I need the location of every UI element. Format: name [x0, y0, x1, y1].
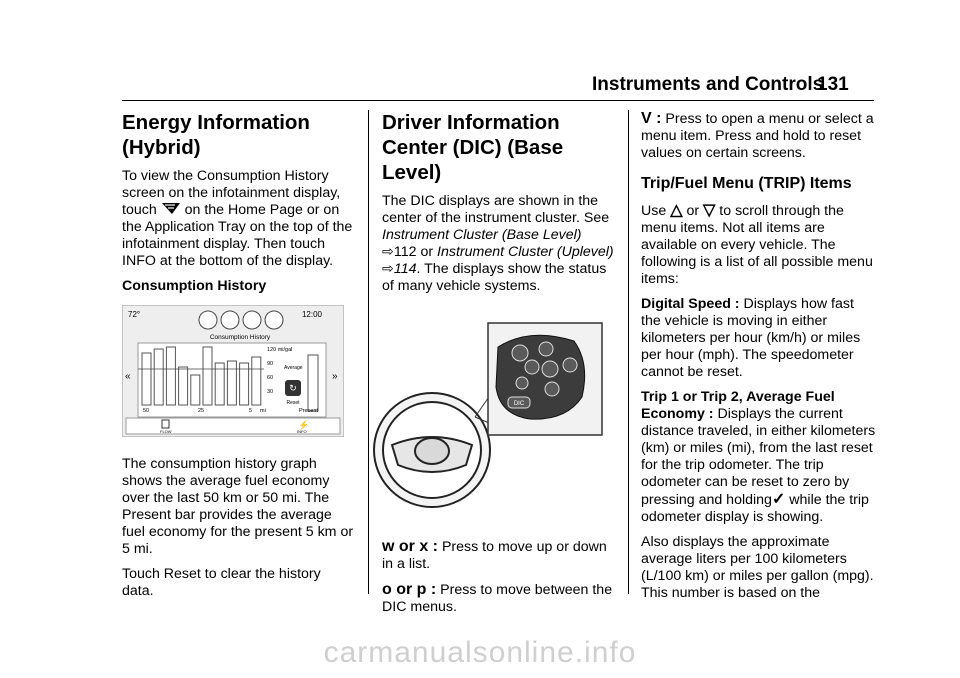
consumption-graph-paragraph: The consumption history graph shows the average fuel economy over the last 50 km or 50 mi. The Present bar provides the average fuel economy for the present 5 km or 5 mi.	[122, 456, 354, 557]
graph-unit: 120 mi/gal	[267, 347, 293, 353]
flow-icon[interactable]	[162, 420, 169, 428]
reset-paragraph: Touch Reset to clear the history data.	[122, 566, 321, 599]
scroll-text: to scroll through the menu items. Not all items are available on every vehicle. The following is a list of all possible menu items:	[641, 203, 873, 287]
up-arrow-button[interactable]	[539, 342, 553, 356]
y-tick: 90	[267, 361, 274, 367]
info-label: INFO	[297, 429, 307, 434]
y-tick: 30	[267, 389, 274, 395]
left-right-text: Press to move between the DIC menus.	[382, 582, 613, 615]
up-down-text: Press to move up or down in a list.	[382, 539, 607, 572]
down-arrow-icon: ▽	[703, 202, 716, 219]
voice-button[interactable]	[512, 345, 528, 361]
energy-info-heading: Energy Information (Hybrid)	[122, 111, 310, 159]
column-2	[382, 110, 617, 624]
consumption-history-screen	[122, 305, 354, 442]
left-arrow-button[interactable]	[525, 360, 539, 374]
instrument-cluster-base-link[interactable]: Instrument Cluster (Base Level)	[382, 227, 582, 243]
history-bar	[252, 357, 261, 405]
check-icon: V :	[641, 110, 662, 127]
average-paragraph: Also displays the approximate average liters per 100 kilometers (L/100 km) or miles per gallon (mpg). This number is based on the	[641, 534, 874, 601]
up-down-item	[382, 538, 617, 573]
screen-temperature: 72°	[128, 310, 141, 319]
digital-speed-item	[641, 296, 876, 381]
page-ref: 114	[393, 261, 417, 277]
watermark: carmanualsonline.info	[323, 636, 637, 669]
column-divider-1	[368, 110, 369, 594]
history-bar	[227, 361, 236, 405]
dic-heading: Driver Information Center (DIC) (Base Level)	[382, 111, 564, 184]
down-arrow-button[interactable]	[545, 382, 559, 396]
dic-text-a: The DIC displays are shown in the center of the instrument cluster. See	[382, 193, 610, 226]
chevron-left-icon[interactable]: «	[125, 371, 131, 382]
x-tick: 25	[198, 408, 205, 414]
consumption-history-subheading: Consumption History	[122, 278, 267, 294]
check-icon: ✓	[771, 491, 786, 508]
or-text: or	[686, 203, 700, 219]
select-text: Press to open a menu or select a menu item. Press and hold to reset values on certain screens.	[641, 111, 874, 161]
select-check-button[interactable]	[542, 361, 558, 377]
section-title: Instruments and Controls	[592, 74, 824, 95]
energy-text-a: To view the Consumption History screen on the infotainment display, touch	[122, 168, 341, 218]
dic-or: or	[420, 244, 434, 260]
present-label: Present	[299, 408, 318, 414]
average-label: Average	[284, 365, 303, 371]
column-1	[122, 110, 354, 608]
left-right-icons: o or p :	[382, 581, 437, 598]
page-number: 131	[817, 74, 849, 95]
trip-item	[641, 389, 876, 526]
energy-text-b: on the Home Page or on the Application Tray on the top of the infotainment display. Then touch INFO at the bottom of the display.	[122, 202, 353, 269]
digital-speed-label: Digital Speed :	[641, 296, 740, 312]
y-tick: 60	[267, 375, 274, 381]
chevron-right-icon[interactable]: »	[332, 371, 338, 382]
energy-app-icon	[161, 202, 181, 218]
header-rule	[122, 100, 874, 101]
history-bar	[154, 349, 163, 405]
left-right-item	[382, 581, 617, 616]
present-bar	[308, 355, 318, 411]
column-divider-2	[628, 110, 629, 594]
column-3	[641, 110, 876, 610]
up-arrow-icon: △	[670, 202, 683, 219]
instrument-cluster-uplevel-link[interactable]: Instrument Cluster (Uplevel)	[437, 244, 614, 260]
use-text: Use	[641, 203, 667, 219]
reset-icon: ↻	[289, 383, 297, 393]
phone-button[interactable]	[516, 377, 528, 389]
trip-label: Trip 1 or Trip 2, Average Fuel Economy :	[641, 389, 835, 422]
x-tick: mi	[260, 408, 266, 414]
history-bar	[166, 347, 175, 405]
flow-label: FLOW	[160, 429, 172, 434]
dic-paragraph	[382, 193, 617, 295]
history-bar	[179, 367, 188, 405]
energy-info-paragraph	[122, 168, 354, 270]
lightning-icon[interactable]: ⚡	[298, 420, 310, 430]
dic-text-b: . The displays show the status of many vehicle systems.	[382, 261, 607, 294]
x-tick: 5	[249, 408, 253, 414]
up-down-icons: w or x :	[382, 538, 439, 555]
page-ref-icon: ⇨	[382, 244, 394, 260]
right-arrow-button[interactable]	[563, 358, 577, 372]
trip-text-b: while the trip odometer display is showing.	[641, 492, 869, 525]
trip-use-paragraph	[641, 202, 876, 288]
trip-text-a: Displays the current distance traveled, in either kilometers (km) or miles (mi), from the last reset for the trip odometer. The trip odometer can be reset to zero by pressing and holding	[641, 406, 876, 508]
screen-title: Consumption History	[209, 334, 271, 341]
x-tick: 50	[143, 408, 150, 414]
history-bar	[203, 347, 212, 405]
trip-fuel-heading: Trip/Fuel Menu (TRIP) Items	[641, 175, 852, 192]
page-ref-icon: ⇨	[382, 261, 394, 277]
steering-wheel-illustration	[370, 317, 617, 522]
history-bar	[142, 353, 151, 405]
select-item	[641, 110, 876, 162]
reset-label: Reset	[286, 400, 300, 406]
page-ref: 112	[393, 244, 417, 260]
screen-time: 12:00	[301, 310, 322, 319]
history-bar	[191, 375, 200, 405]
dic-button-label: DIC	[513, 401, 525, 407]
digital-speed-text: Displays how fast the vehicle is moving in either kilometers per hour (km/h) or miles per hour (mph). The speedometer cannot be reset.	[641, 296, 861, 380]
